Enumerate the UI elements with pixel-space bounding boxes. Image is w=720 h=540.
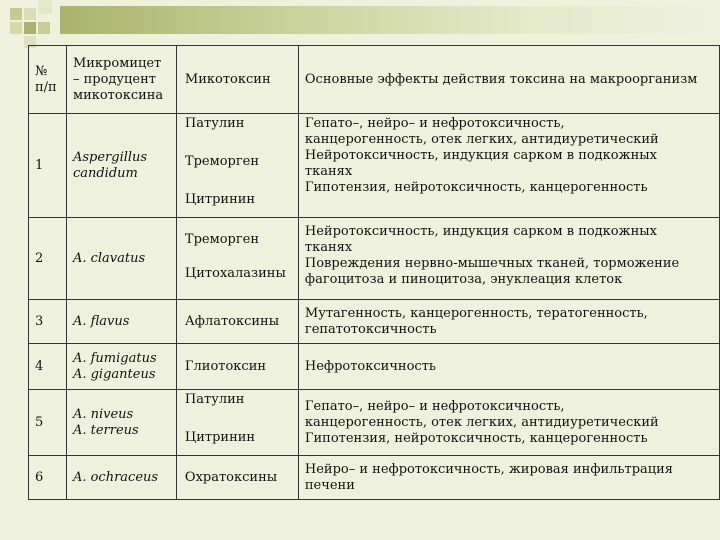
row-num: 2 xyxy=(29,218,67,300)
effect-line: Гипотензия, нейротоксичность, канцерогенность xyxy=(304,430,648,446)
producer-cell xyxy=(66,300,176,344)
toxin-name: Патулин xyxy=(184,392,245,407)
effect-line: канцерогенность, отек легких, антидиуретический xyxy=(304,132,659,147)
effect-line: Нейро– и нефротоксичность, жировая инфильтрация xyxy=(304,461,674,477)
effect-line: печени xyxy=(304,477,355,493)
producer-cell xyxy=(66,390,176,456)
table-row xyxy=(29,218,720,300)
effect-line: канцерогенность, отек легких, антидиуретический xyxy=(304,414,659,430)
producer-name: A. ochraceus xyxy=(72,469,159,485)
deco-square xyxy=(10,8,22,20)
effect-line: Нейротоксичность, индукция сарком в подкожных xyxy=(304,224,657,239)
deco-square xyxy=(24,22,36,34)
producer-name: A. clavatus xyxy=(72,250,146,266)
effect-line: гепатотоксичность xyxy=(304,321,437,337)
header-num: № п/п xyxy=(29,46,67,114)
toxin-cell xyxy=(176,344,298,390)
effect-line: Нефротоксичность xyxy=(304,358,436,374)
toxin-cell xyxy=(176,114,298,218)
effects-cell xyxy=(298,456,719,500)
producer-cell xyxy=(66,344,176,390)
row-num: 4 xyxy=(29,344,67,390)
effect-line: тканях xyxy=(304,240,353,255)
row-num: 5 xyxy=(29,390,67,456)
header-toxin: Микотоксин xyxy=(176,46,298,114)
header-producer: Микромицет – продуцент микотоксина xyxy=(66,46,176,114)
effects-cell xyxy=(298,218,719,300)
table-row xyxy=(29,300,720,344)
deco-square xyxy=(38,0,52,14)
effect-line: Гепато–, нейро– и нефротоксичность, xyxy=(304,398,565,414)
header-stripe xyxy=(60,6,720,34)
effect-line: Гепато–, нейро– и нефротоксичность, xyxy=(304,116,565,131)
effect-line: фагоцитоза и пиноцитоза, энуклеация клеток xyxy=(304,272,623,287)
producer-name: Aspergillus xyxy=(72,149,148,165)
producer-cell xyxy=(66,218,176,300)
table-row xyxy=(29,390,720,456)
effect-line: Мутагенность, канцерогенность, тератогенность, xyxy=(304,305,648,321)
effect-line: Повреждения нервно-мышечных тканей, торможение xyxy=(304,256,680,271)
effects-cell xyxy=(298,114,719,218)
toxin-cell xyxy=(176,218,298,300)
table-row xyxy=(29,456,720,500)
header-effects: Основные эффекты действия токсина на макроорганизм xyxy=(298,46,719,114)
effects-cell xyxy=(298,390,719,456)
producer-name: A. flavus xyxy=(72,313,130,329)
producer-cell xyxy=(66,114,176,218)
row-num: 3 xyxy=(29,300,67,344)
effects-cell xyxy=(298,344,719,390)
table-header-row xyxy=(29,46,720,114)
deco-square xyxy=(10,22,22,34)
table-row xyxy=(29,344,720,390)
toxin-cell xyxy=(176,456,298,500)
toxin-cell xyxy=(176,390,298,456)
producer-name: A. terreus xyxy=(72,422,139,438)
toxin-name: Охратоксины xyxy=(184,469,278,485)
row-num: 6 xyxy=(29,456,67,500)
table-row xyxy=(29,114,720,218)
toxin-name: Патулин xyxy=(184,116,245,131)
toxin-name: Цитохалазины xyxy=(184,266,286,281)
toxin-cell xyxy=(176,300,298,344)
row-num: 1 xyxy=(29,114,67,218)
producer-name: A. fumigatus xyxy=(72,350,157,366)
toxin-name: Афлатоксины xyxy=(184,313,280,329)
mycotoxin-table xyxy=(28,45,720,500)
deco-square xyxy=(24,8,36,20)
producer-name: candidum xyxy=(72,165,138,181)
toxin-name: Треморген xyxy=(184,232,260,247)
deco-square xyxy=(38,22,50,34)
producer-name: A. giganteus xyxy=(72,366,156,382)
toxin-name: Глиотоксин xyxy=(184,358,267,374)
toxin-name: Цитринин xyxy=(184,192,256,207)
effect-line: тканях xyxy=(304,164,353,179)
effects-cell xyxy=(298,300,719,344)
toxin-name: Треморген xyxy=(184,154,260,169)
producer-cell xyxy=(66,456,176,500)
toxin-name: Цитринин xyxy=(184,430,256,445)
producer-name: A. niveus xyxy=(72,406,134,422)
effect-line: Гипотензия, нейротоксичность, канцерогенность xyxy=(304,180,648,195)
effect-line: Нейротоксичность, индукция сарком в подкожных xyxy=(304,148,657,163)
